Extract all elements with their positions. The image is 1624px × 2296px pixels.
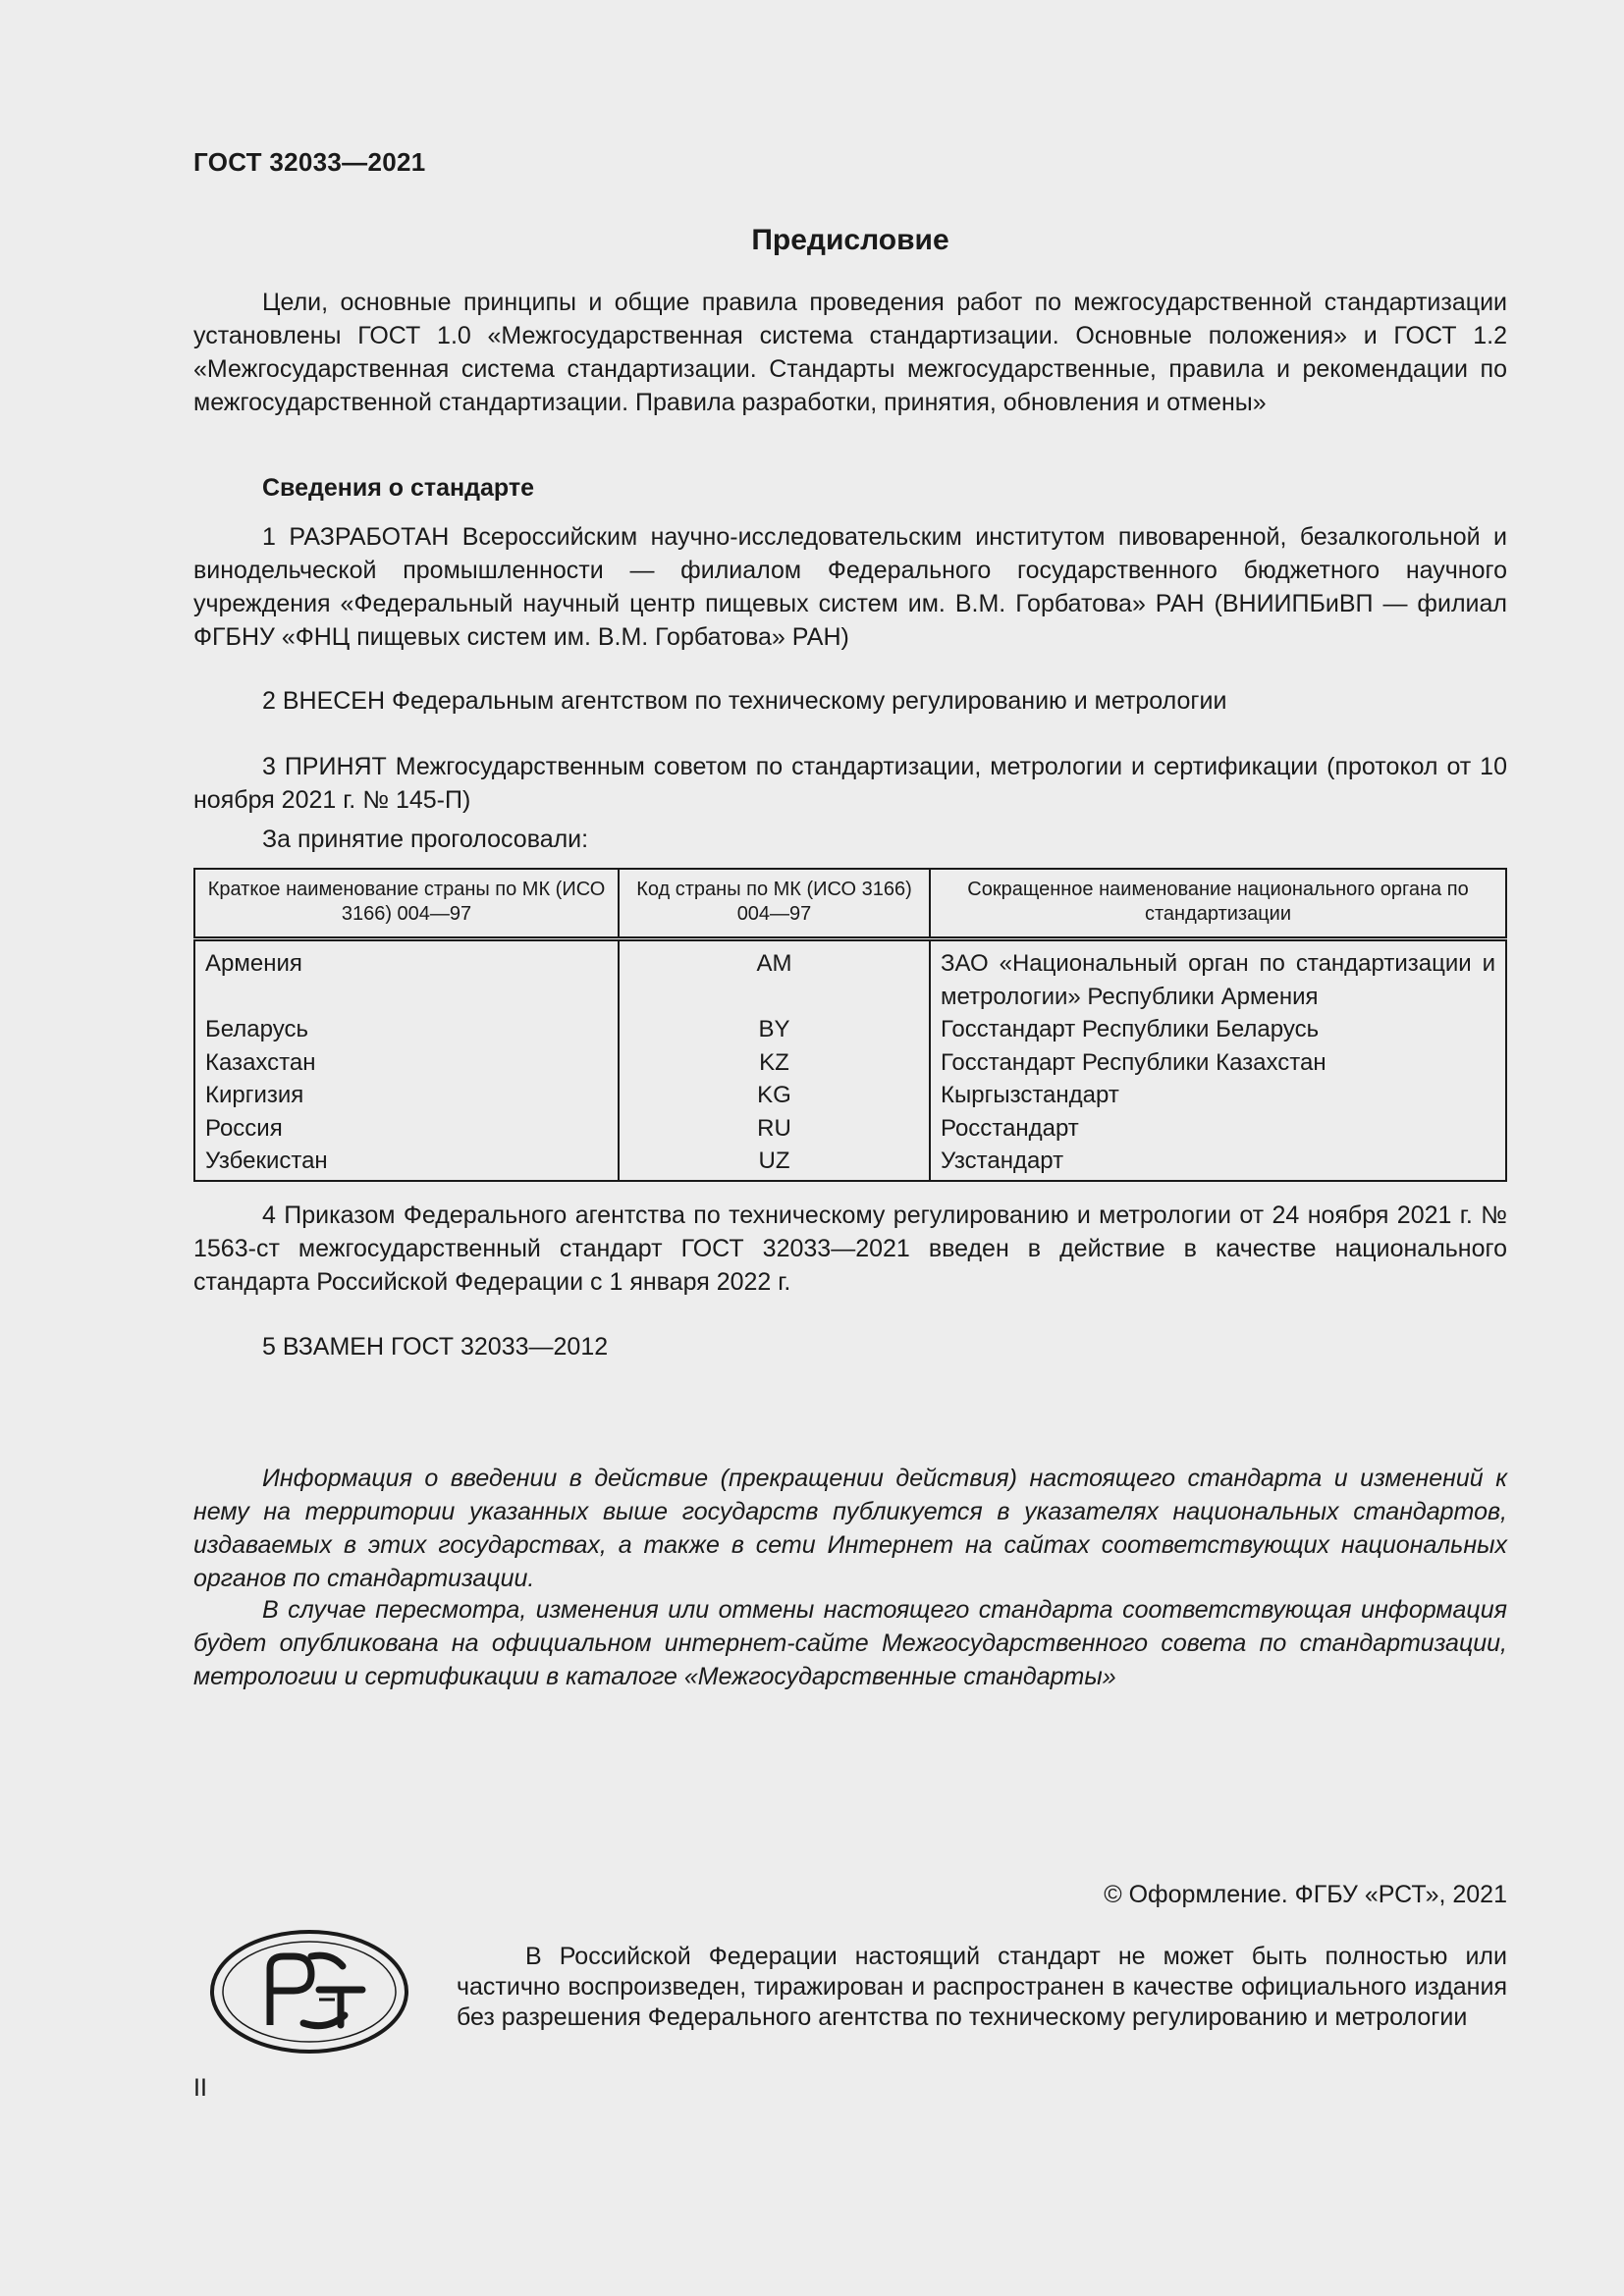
code-cell: BY (619, 1013, 930, 1046)
rst-logo-icon (209, 1929, 410, 2055)
organ-cell: Госстандарт Республики Казахстан (930, 1046, 1506, 1080)
table-row (194, 1013, 1506, 1046)
reproduction-notice: В Российской Федерации настоящий стандарт не может быть полностью или частично воспроизведен, тиражирован и распространен в качестве официального издания без разрешения Федерального агентства по техническому регулированию и метрологии (457, 1943, 1507, 2031)
copyright-notice: © Оформление. ФГБУ «РСТ», 2021 (1104, 1881, 1507, 1908)
header-country: Краткое наименование страны по МК (ИСО 3166) 004—97 (194, 869, 619, 939)
header-organ: Сокращенное наименование национального органа по стандартизации (930, 869, 1506, 939)
page-number: II (193, 2074, 207, 2102)
code-cell: KG (619, 1079, 930, 1112)
country-cell: Киргизия (194, 1079, 619, 1112)
info-italic-revision: В случае пересмотра, изменения или отмены настоящего стандарта соответствующая информация будет опубликована на официальном интернет-сайте Межгосударственного совета по стандартизации, метрологии и сертификации в каталоге «Межгосударственные стандарты» (193, 1596, 1507, 1690)
voting-table (193, 868, 1507, 1182)
table-row (194, 1112, 1506, 1146)
organ-cell: Узстандарт (930, 1145, 1506, 1181)
country-cell: Россия (194, 1112, 619, 1146)
organ-cell: Кыргызстандарт (930, 1079, 1506, 1112)
info-heading: Сведения о стандарте (262, 474, 535, 502)
info-italic-publication: Информация о введении в действие (прекращении действия) настоящего стандарта и изменений к нему на территории указанных выше государств публикуется в указателях национальных стандартов, издаваемых в этих государствах, а также в сети Интернет на сайтах соответствующих национальных органов по стандартизации. (193, 1465, 1507, 1592)
document-id: ГОСТ 32033—2021 (193, 147, 426, 177)
table-row (194, 1145, 1506, 1181)
country-cell: Армения (194, 939, 619, 1014)
organ-cell: Госстандарт Республики Беларусь (930, 1013, 1506, 1046)
item-submitted: 2 ВНЕСЕН Федеральным агентством по техническому регулированию и метрологии (262, 687, 1227, 715)
code-cell: KZ (619, 1046, 930, 1080)
table-header-row (194, 869, 1506, 939)
header-code: Код страны по МК (ИСО 3166) 004—97 (619, 869, 930, 939)
table-row (194, 1046, 1506, 1080)
foreword-title: Предисловие (751, 224, 949, 256)
voted-label: За принятие проголосовали: (262, 826, 589, 853)
item-replaces: 5 ВЗАМЕН ГОСТ 32033—2012 (262, 1333, 609, 1361)
item-developed: 1 РАЗРАБОТАН Всероссийским научно-исследовательским институтом пивоваренной, безалкогольной и винодельческой промышленности — филиалом Федерального государственного бюджетного научного учреждения «Федеральный научный центр пищевых систем им. В.М. Горбатова» РАН (ВНИИПБиВП — филиал ФГБНУ «ФНЦ пищевых систем им. В.М. Горбатова» РАН) (193, 523, 1507, 651)
country-cell: Казахстан (194, 1046, 619, 1080)
table-row (194, 1079, 1506, 1112)
item-adopted: 3 ПРИНЯТ Межгосударственным советом по стандартизации, метрологии и сертификации (протокол от 10 ноября 2021 г. № 145-П) (193, 753, 1507, 814)
country-cell: Беларусь (194, 1013, 619, 1046)
item-order: 4 Приказом Федерального агентства по техническому регулированию и метрологии от 24 ноября 2021 г. № 1563-ст межгосударственный стандарт ГОСТ 32033—2021 введен в действие в качестве национального стандарта Российской Федерации с 1 января 2022 г. (193, 1201, 1507, 1296)
organ-cell: Росстандарт (930, 1112, 1506, 1146)
code-cell: AM (619, 939, 930, 1014)
document-page (193, 0, 1507, 2296)
organ-cell: ЗАО «Национальный орган по стандартизации и метрологии» Республики Армения (930, 939, 1506, 1014)
country-cell: Узбекистан (194, 1145, 619, 1181)
table-row (194, 939, 1506, 1014)
intro-paragraph: Цели, основные принципы и общие правила проведения работ по межгосударственной стандартизации установлены ГОСТ 1.0 «Межгосударственная система стандартизации. Основные положения» и ГОСТ 1.2 «Межгосударственная система стандартизации. Стандарты межгосударственные, правила и рекомендации по межгосударственной стандартизации. Правила разработки, принятия, обновления и отмены» (193, 289, 1507, 416)
code-cell: UZ (619, 1145, 930, 1181)
code-cell: RU (619, 1112, 930, 1146)
